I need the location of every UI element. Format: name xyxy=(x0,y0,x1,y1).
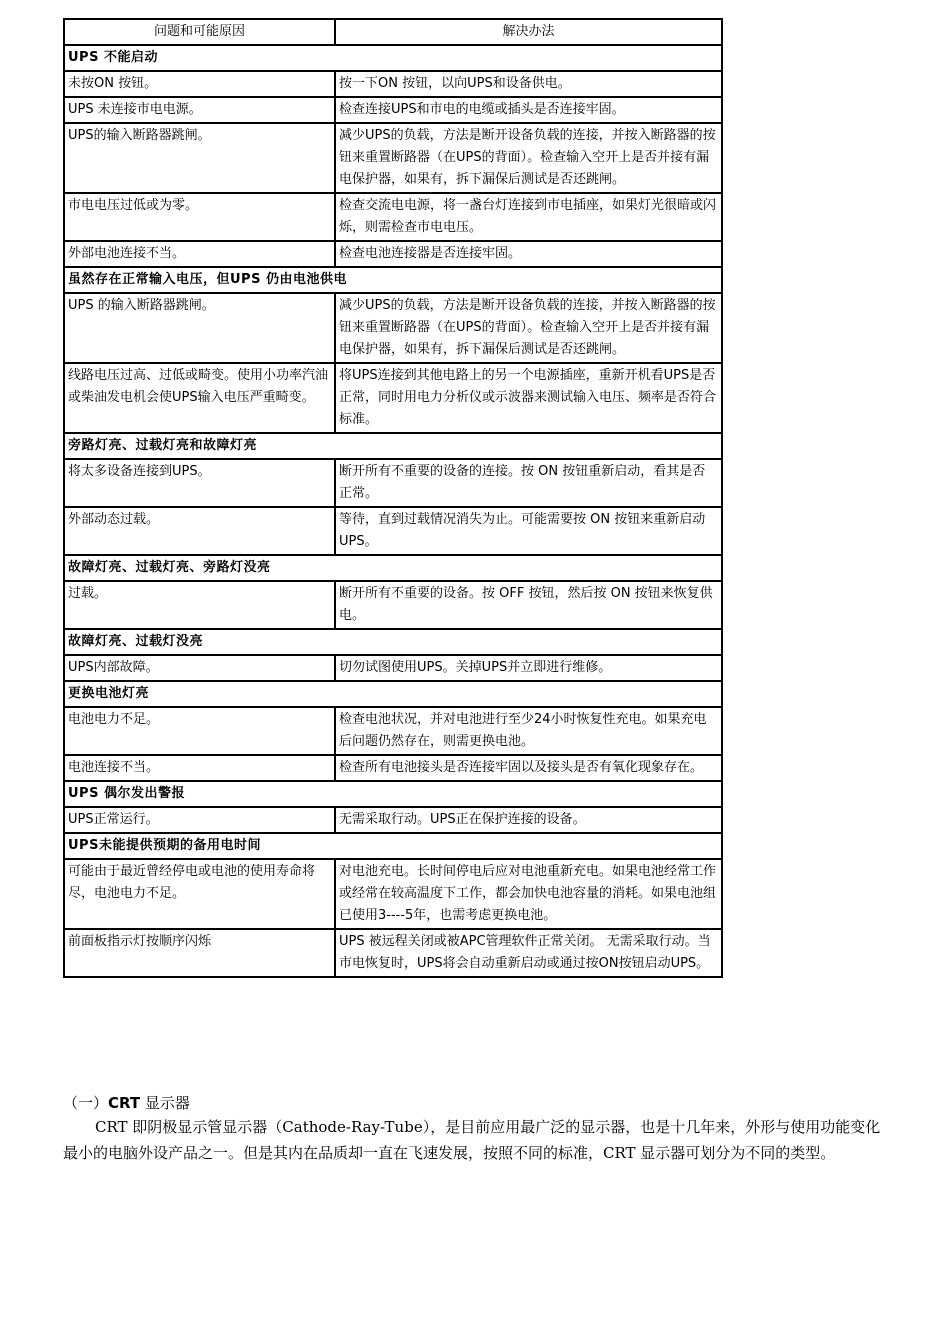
section-title: UPS 偶尔发出警报 xyxy=(64,781,722,807)
table-row xyxy=(64,755,722,781)
problem-cell: 可能由于最近曾经停电或电池的使用寿命将尽，电池电力不足。 xyxy=(64,859,335,929)
section-header-row xyxy=(64,433,722,459)
problem-cell: UPS内部故障。 xyxy=(64,655,335,681)
solution-cell: 检查交流电电源，将一盏台灯连接到市电插座，如果灯光很暗或闪烁，则需检查市电电压。 xyxy=(335,193,722,241)
table-row xyxy=(64,581,722,629)
section-title: 旁路灯亮、过载灯亮和故障灯亮 xyxy=(64,433,722,459)
solution-cell: UPS 被远程关闭或被APC管理软件正常关闭。 无需采取行动。当市电恢复时，UPS将会自动重新启动或通过按ON按钮启动UPS。 xyxy=(335,929,722,977)
section-header-row xyxy=(64,833,722,859)
solution-cell: 等待，直到过载情况消失为止。可能需要按 ON 按钮来重新启动UPS。 xyxy=(335,507,722,555)
section-header-row xyxy=(64,45,722,71)
problem-cell: UPS正常运行。 xyxy=(64,807,335,833)
table-row xyxy=(64,507,722,555)
problem-cell: 外部电池连接不当。 xyxy=(64,241,335,267)
section-title: UPS 不能启动 xyxy=(64,45,722,71)
problem-cell: 电池连接不当。 xyxy=(64,755,335,781)
table-row xyxy=(64,807,722,833)
table-row xyxy=(64,707,722,755)
solution-cell: 断开所有不重要的设备。按 OFF 按钮，然后按 ON 按钮来恢复供电。 xyxy=(335,581,722,629)
table-row xyxy=(64,71,722,97)
table-row xyxy=(64,241,722,267)
solution-cell: 对电池充电。长时间停电后应对电池重新充电。如果电池经常工作或经常在较高温度下工作，都会加快电池容量的消耗。如果电池组已使用3----5年，也需考虑更换电池。 xyxy=(335,859,722,929)
ups-troubleshooting-table-container xyxy=(63,18,721,978)
problem-cell: 过载。 xyxy=(64,581,335,629)
problem-cell: UPS 未连接市电电源。 xyxy=(64,97,335,123)
section-title: 故障灯亮、过载灯亮、旁路灯没亮 xyxy=(64,555,722,581)
problem-cell: 外部动态过载。 xyxy=(64,507,335,555)
solution-cell: 将UPS连接到其他电路上的另一个电源插座，重新开机看UPS是否正常，同时用电力分析仪或示波器来测试输入电压、频率是否符合标准。 xyxy=(335,363,722,433)
section-heading xyxy=(63,1090,889,1116)
solution-cell: 减少UPS的负载，方法是断开设备负载的连接，并按入断路器的按钮来重置断路器（在UPS的背面）。检查输入空开上是否并接有漏电保护器，如果有，拆下漏保后测试是否还跳闸。 xyxy=(335,123,722,193)
section-header-row xyxy=(64,629,722,655)
column-header-problem: 问题和可能原因 xyxy=(64,19,335,45)
section-header-row xyxy=(64,267,722,293)
heading-bold-term: CRT xyxy=(108,1094,141,1112)
solution-cell: 检查连接UPS和市电的电缆或插头是否连接牢固。 xyxy=(335,97,722,123)
solution-cell: 检查电池状况，并对电池进行至少24小时恢复性充电。如果充电后问题仍然存在，则需更换电池。 xyxy=(335,707,722,755)
section-header-row xyxy=(64,781,722,807)
problem-cell: UPS的输入断路器跳闸。 xyxy=(64,123,335,193)
table-row xyxy=(64,363,722,433)
heading-suffix: 显示器 xyxy=(140,1094,190,1112)
problem-cell: 将太多设备连接到UPS。 xyxy=(64,459,335,507)
section-title: 虽然存在正常输入电压，但UPS 仍由电池供电 xyxy=(64,267,722,293)
heading-prefix: （一） xyxy=(63,1094,109,1112)
problem-cell: 线路电压过高、过低或畸变。使用小功率汽油或柴油发电机会使UPS输入电压严重畸变。 xyxy=(64,363,335,433)
table-row xyxy=(64,459,722,507)
table-row xyxy=(64,293,722,363)
table-row xyxy=(64,97,722,123)
problem-cell: UPS 的输入断路器跳闸。 xyxy=(64,293,335,363)
solution-cell: 检查电池连接器是否连接牢固。 xyxy=(335,241,722,267)
section-title: 故障灯亮、过载灯没亮 xyxy=(64,629,722,655)
solution-cell: 按一下ON 按钮，以向UPS和设备供电。 xyxy=(335,71,722,97)
problem-cell: 电池电力不足。 xyxy=(64,707,335,755)
table-row xyxy=(64,859,722,929)
section-header-row xyxy=(64,555,722,581)
ups-troubleshooting-table xyxy=(63,18,723,978)
table-row xyxy=(64,655,722,681)
solution-cell: 无需采取行动。UPS正在保护连接的设备。 xyxy=(335,807,722,833)
section-title: 更换电池灯亮 xyxy=(64,681,722,707)
problem-cell: 前面板指示灯按顺序闪烁 xyxy=(64,929,335,977)
solution-cell: 断开所有不重要的设备的连接。按 ON 按钮重新启动，看其是否正常。 xyxy=(335,459,722,507)
problem-cell: 市电电压过低或为零。 xyxy=(64,193,335,241)
column-header-solution: 解决办法 xyxy=(335,19,722,45)
section-header-row xyxy=(64,681,722,707)
table-header-row xyxy=(64,19,722,45)
table-row xyxy=(64,193,722,241)
section-title: UPS未能提供预期的备用电时间 xyxy=(64,833,722,859)
solution-cell: 减少UPS的负载，方法是断开设备负载的连接，并按入断路器的按钮来重置断路器（在UPS的背面）。检查输入空开上是否并接有漏电保护器，如果有，拆下漏保后测试是否还跳闸。 xyxy=(335,293,722,363)
table-body xyxy=(64,45,722,977)
table-row xyxy=(64,123,722,193)
table-row xyxy=(64,929,722,977)
solution-cell: 检查所有电池接头是否连接牢固以及接头是否有氧化现象存在。 xyxy=(335,755,722,781)
body-paragraph: CRT 即阴极显示管显示器（Cathode-Ray-Tube），是目前应用最广泛的显示器，也是十几年来，外形与使用功能变化最小的电脑外设产品之一。但是其内在品质却一直在飞速发展，按照不同的标准，CRT 显示器可划分为不同的类型。 xyxy=(63,1118,881,1162)
problem-cell: 未按ON 按钮。 xyxy=(64,71,335,97)
solution-cell: 切勿试图使用UPS。关掉UPS并立即进行维修。 xyxy=(335,655,722,681)
